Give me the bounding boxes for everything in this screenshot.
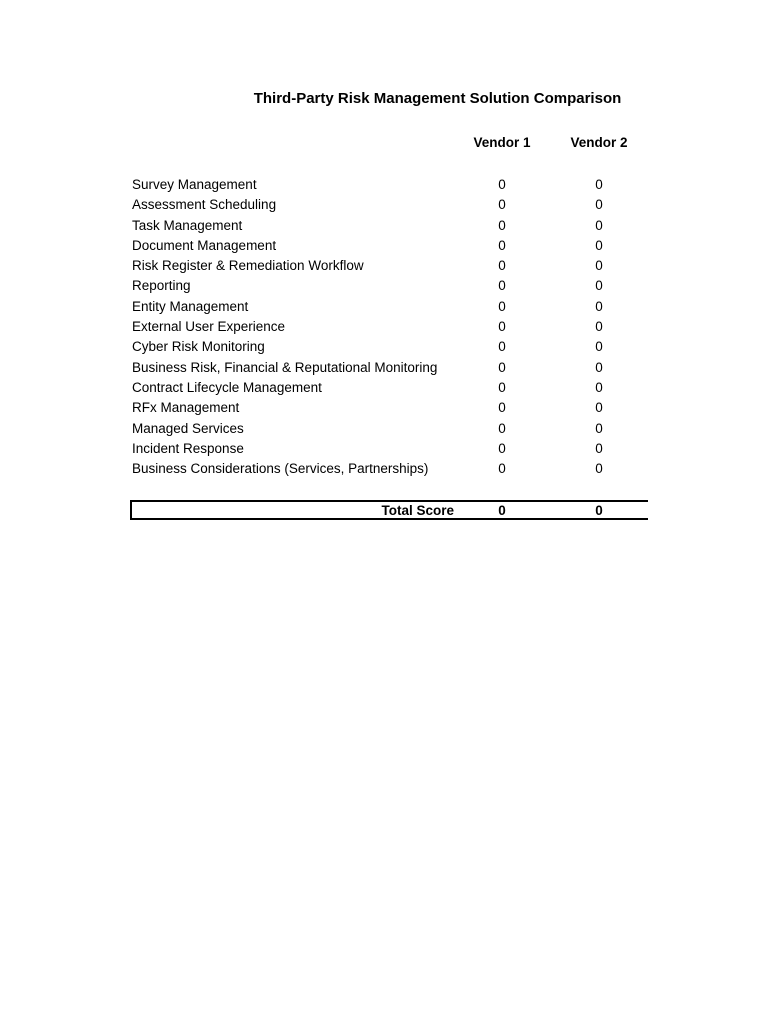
page-title: Third-Party Risk Management Solution Comparison <box>253 90 622 107</box>
vendor-1-score: 0 <box>498 298 506 314</box>
criterion-label: Assessment Scheduling <box>132 197 277 213</box>
vendor-2-score: 0 <box>595 339 603 355</box>
criterion-label: Reporting <box>132 278 191 294</box>
vendor-2-score: 0 <box>595 359 603 375</box>
table-row <box>132 358 652 378</box>
table-row <box>132 175 652 195</box>
table-row <box>132 297 652 317</box>
vendor-2-score: 0 <box>595 197 603 213</box>
vendor-1-score: 0 <box>498 420 506 436</box>
criterion-label: Task Management <box>132 217 243 233</box>
criterion-label: Survey Management <box>132 177 257 192</box>
table-row <box>132 398 652 418</box>
vendor-2-score: 0 <box>595 440 603 456</box>
vendor-1-score: 0 <box>498 197 506 213</box>
criterion-label: Managed Services <box>132 420 244 436</box>
table-row <box>132 337 652 357</box>
table-row <box>132 195 652 215</box>
table-row <box>132 236 652 256</box>
vendor-1-score: 0 <box>498 440 506 456</box>
table-row <box>132 459 652 479</box>
total-row-container <box>130 498 648 526</box>
criterion-label: Business Considerations (Services, Partnerships) <box>132 461 429 477</box>
vendor-1-score: 0 <box>498 237 506 253</box>
vendor-1-score: 0 <box>498 278 506 294</box>
column-header-vendor-2: Vendor 2 <box>570 135 628 150</box>
vendor-2-score: 0 <box>595 461 603 477</box>
criterion-label: Incident Response <box>132 440 244 456</box>
vendor-1-score: 0 <box>498 177 506 192</box>
criterion-label: Contract Lifecycle Management <box>132 379 322 395</box>
vendor-2-score: 0 <box>595 319 603 335</box>
vendor-1-score: 0 <box>498 379 506 395</box>
criterion-label: External User Experience <box>132 319 286 335</box>
criterion-label: RFx Management <box>132 400 240 416</box>
criterion-label: Risk Register & Remediation Workflow <box>132 258 364 274</box>
vendor-2-score: 0 <box>595 217 603 233</box>
table-row <box>132 378 652 398</box>
vendor-2-score: 0 <box>595 237 603 253</box>
vendor-2-score: 0 <box>595 278 603 294</box>
table-row <box>132 317 652 337</box>
total-score-label: Total Score <box>381 503 454 518</box>
vendor-1-score: 0 <box>498 217 506 233</box>
table-row <box>132 276 652 296</box>
vendor-1-score: 0 <box>498 461 506 477</box>
vendor-1-score: 0 <box>498 319 506 335</box>
vendor-1-score: 0 <box>498 359 506 375</box>
criterion-label: Entity Management <box>132 298 249 314</box>
criteria-table <box>132 175 652 479</box>
vendor-2-score: 0 <box>595 177 603 192</box>
vendor-1-score: 0 <box>498 400 506 416</box>
vendor-2-total: 0 <box>595 503 603 518</box>
vendor-1-score: 0 <box>498 339 506 355</box>
total-score-row <box>130 500 648 520</box>
vendor-2-score: 0 <box>595 298 603 314</box>
vendor-2-score: 0 <box>595 400 603 416</box>
vendor-2-score: 0 <box>595 420 603 436</box>
vendor-2-score: 0 <box>595 379 603 395</box>
table-row <box>132 256 652 276</box>
vendor-2-score: 0 <box>595 258 603 274</box>
table-row <box>132 419 652 439</box>
vendor-1-total: 0 <box>498 503 506 518</box>
table-row <box>132 439 652 459</box>
criterion-label: Business Risk, Financial & Reputational Monitoring <box>132 359 438 375</box>
table-row <box>132 216 652 236</box>
criterion-label: Cyber Risk Monitoring <box>132 339 265 355</box>
criterion-label: Document Management <box>132 237 277 253</box>
vendor-1-score: 0 <box>498 258 506 274</box>
column-header-vendor-1: Vendor 1 <box>473 135 531 150</box>
